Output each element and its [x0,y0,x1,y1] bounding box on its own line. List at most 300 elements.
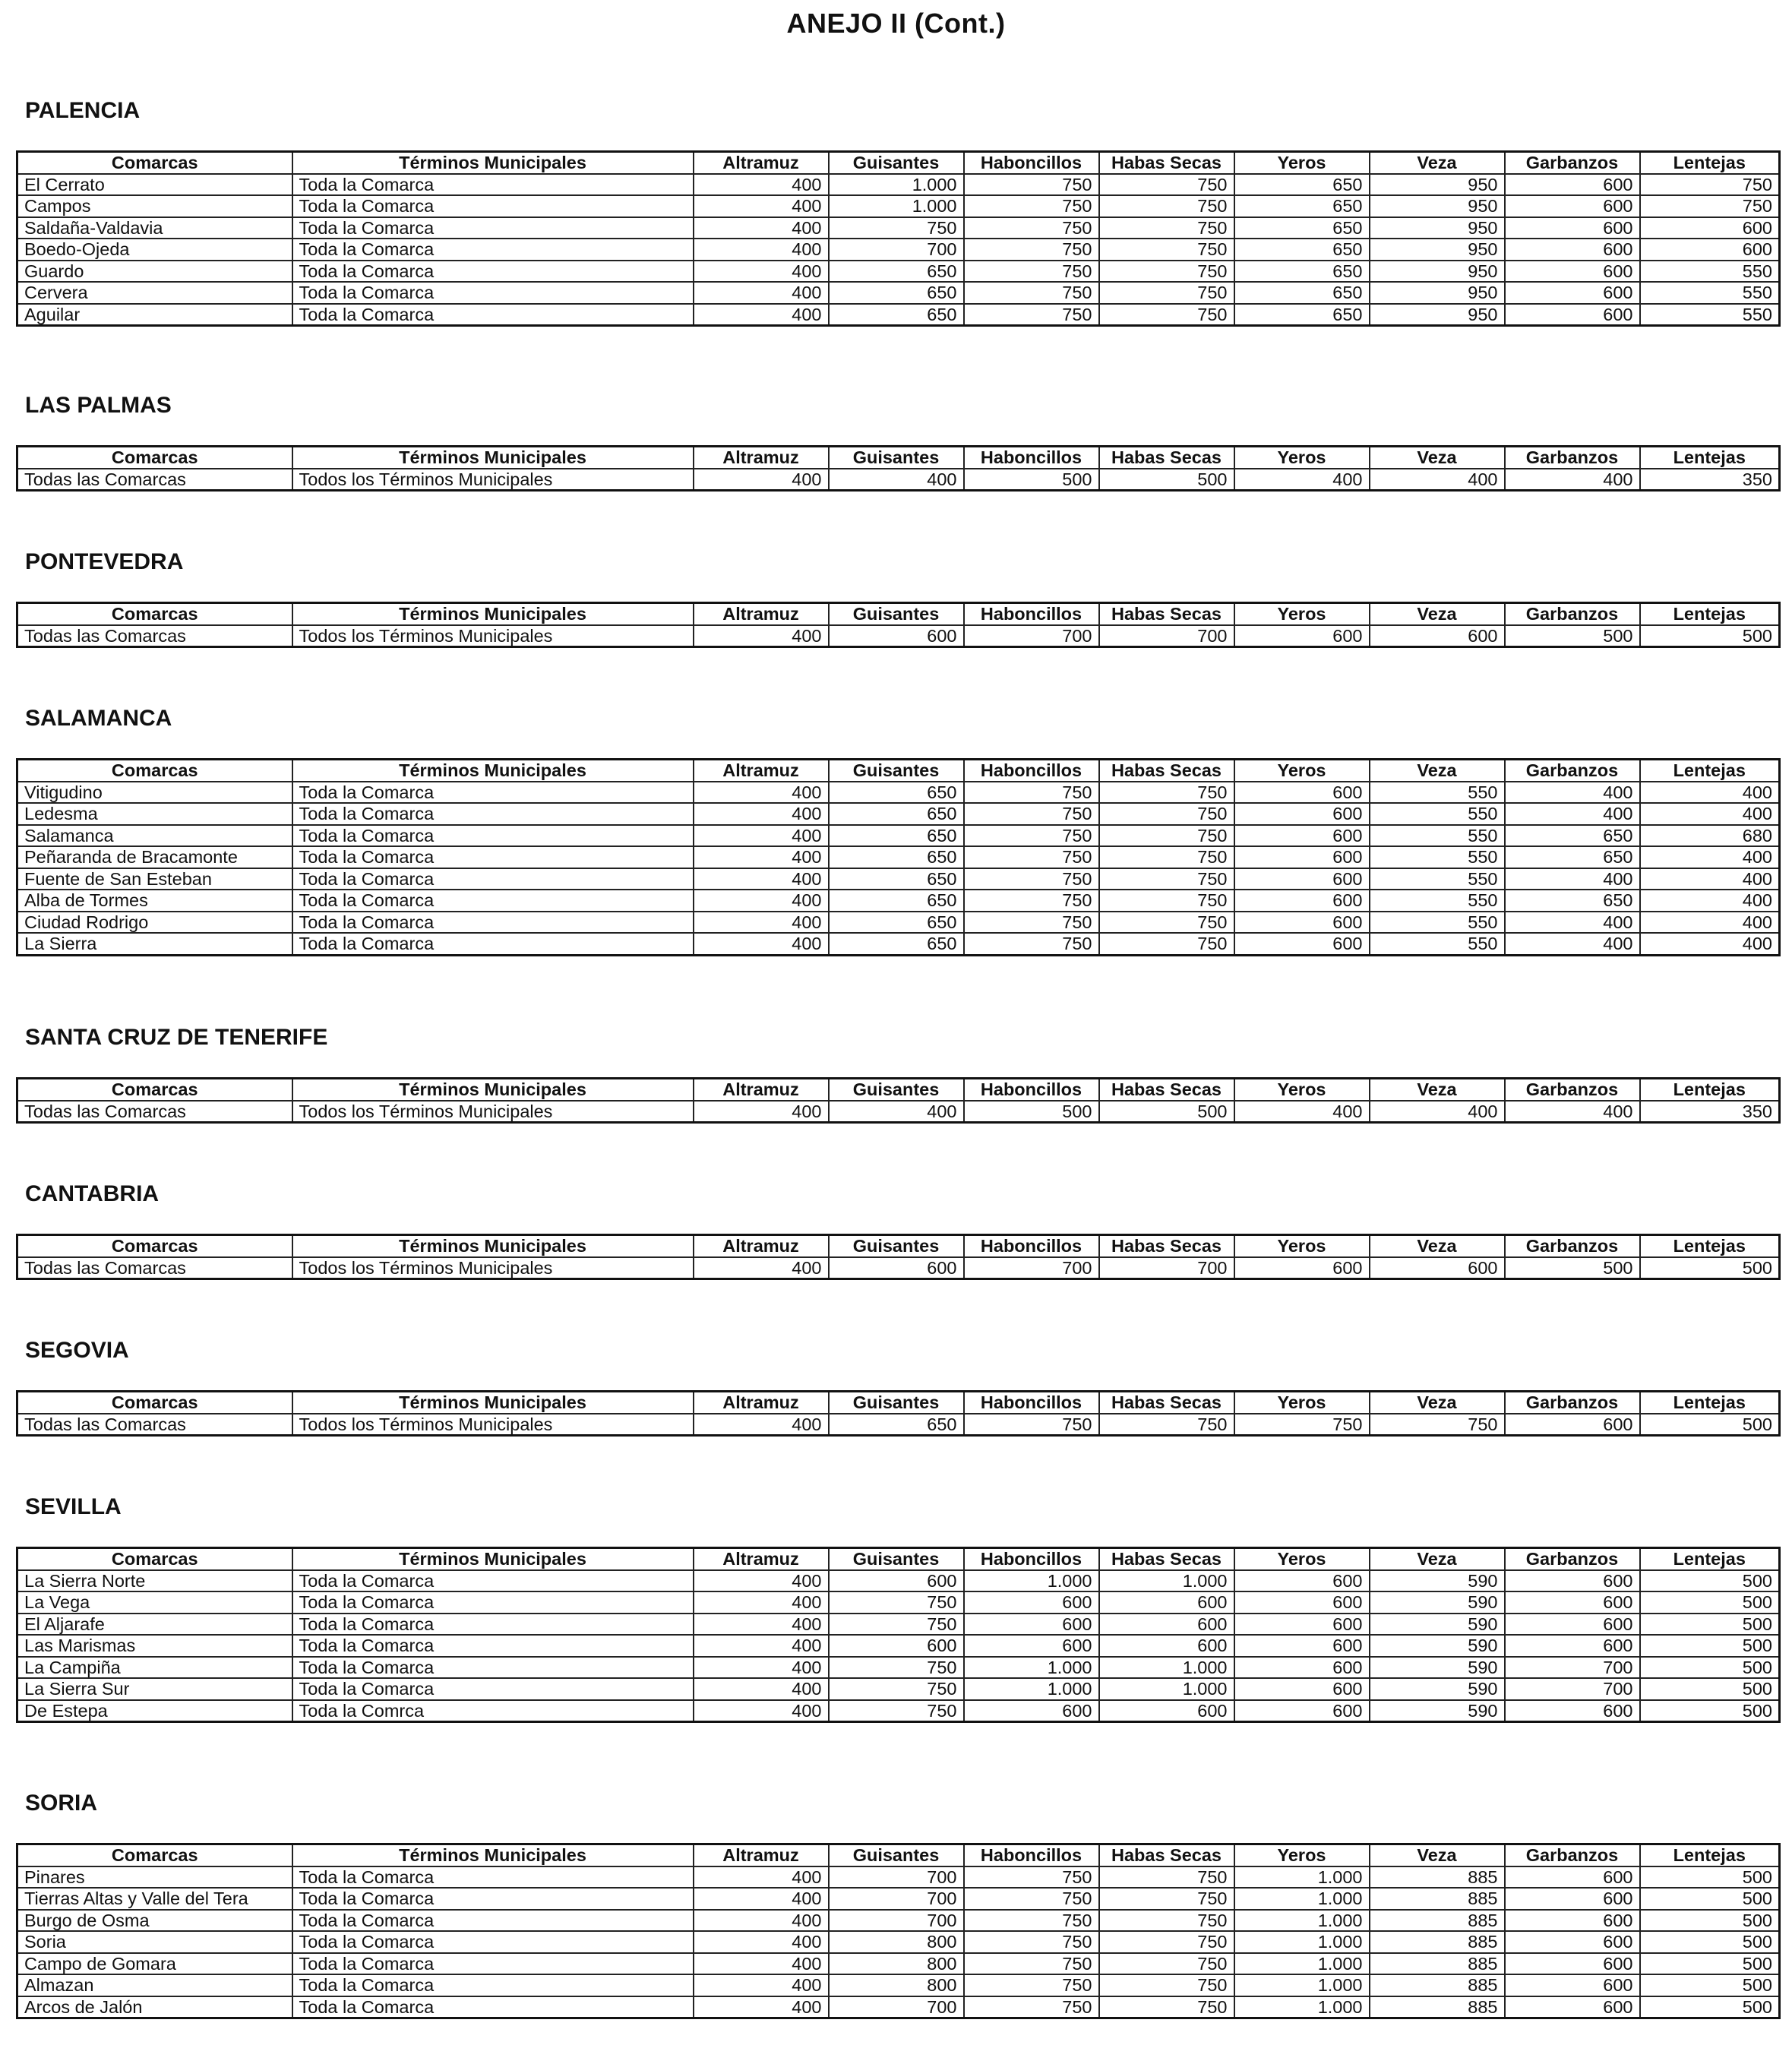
cell-guisantes: 750 [829,1678,964,1700]
cell-lentejas: 350 [1640,469,1780,491]
cell-yeros: 650 [1234,239,1370,261]
cell-guisantes: 800 [829,1931,964,1953]
cell-comarcas: Todas las Comarcas [17,625,292,647]
column-header-comarcas: Comarcas [17,1392,292,1414]
cell-garbanzos: 600 [1505,1570,1640,1592]
cell-habas-secas: 600 [1099,1614,1234,1636]
cell-lentejas: 500 [1640,1953,1780,1975]
cell-comarcas: Todas las Comarcas [17,1101,292,1123]
cell-haboncillos: 750 [964,933,1099,955]
column-header-garbanzos: Garbanzos [1505,1392,1640,1414]
data-table [16,758,1781,956]
column-header-t-rminos-municipales: Términos Municipales [292,603,694,625]
cell-guisantes: 650 [829,890,964,912]
cell-t-rminos-municipales: Toda la Comarca [292,217,694,239]
cell-veza: 885 [1370,1996,1505,2018]
cell-comarcas: Aguilar [17,304,292,326]
cell-yeros: 600 [1234,803,1370,825]
cell-t-rminos-municipales: Todos los Términos Municipales [292,469,694,491]
column-header-veza: Veza [1370,1392,1505,1414]
cell-haboncillos: 750 [964,825,1099,847]
table-row [17,195,1780,217]
data-table [16,1390,1781,1437]
cell-habas-secas: 750 [1099,304,1234,326]
cell-altramuz: 400 [694,1635,829,1657]
header-row [17,1235,1780,1257]
column-header-garbanzos: Garbanzos [1505,1844,1640,1866]
cell-comarcas: Todas las Comarcas [17,469,292,491]
cell-haboncillos: 750 [964,1866,1099,1889]
column-header-yeros: Yeros [1234,447,1370,469]
column-header-comarcas: Comarcas [17,152,292,174]
table-row [17,1931,1780,1953]
column-header-haboncillos: Haboncillos [964,760,1099,782]
cell-comarcas: Campo de Gomara [17,1953,292,1975]
cell-comarcas: Cervera [17,282,292,304]
cell-haboncillos: 750 [964,261,1099,283]
cell-comarcas: Las Marismas [17,1635,292,1657]
section-title: LAS PALMAS [25,393,172,418]
cell-yeros: 1.000 [1234,1974,1370,1996]
cell-yeros: 650 [1234,261,1370,283]
cell-yeros: 600 [1234,1700,1370,1722]
column-header-lentejas: Lentejas [1640,152,1780,174]
cell-garbanzos: 600 [1505,1591,1640,1614]
cell-guisantes: 750 [829,1657,964,1679]
cell-t-rminos-municipales: Toda la Comarca [292,782,694,804]
column-header-comarcas: Comarcas [17,1844,292,1866]
cell-altramuz: 400 [694,1257,829,1279]
column-header-comarcas: Comarcas [17,1235,292,1257]
column-header-yeros: Yeros [1234,1235,1370,1257]
cell-haboncillos: 750 [964,890,1099,912]
cell-habas-secas: 700 [1099,1257,1234,1279]
cell-t-rminos-municipales: Toda la Comarca [292,846,694,868]
cell-garbanzos: 600 [1505,1635,1640,1657]
cell-yeros: 600 [1234,1635,1370,1657]
cell-guisantes: 650 [829,261,964,283]
column-header-yeros: Yeros [1234,1548,1370,1570]
header-row [17,1548,1780,1570]
cell-veza: 950 [1370,217,1505,239]
header-row [17,760,1780,782]
table-row [17,1414,1780,1436]
cell-garbanzos: 600 [1505,195,1640,217]
cell-guisantes: 700 [829,1888,964,1910]
cell-yeros: 600 [1234,1614,1370,1636]
cell-lentejas: 500 [1640,1414,1780,1436]
cell-t-rminos-municipales: Todos los Términos Municipales [292,1257,694,1279]
cell-habas-secas: 750 [1099,239,1234,261]
cell-veza: 550 [1370,825,1505,847]
cell-garbanzos: 600 [1505,1414,1640,1436]
cell-t-rminos-municipales: Toda la Comarca [292,239,694,261]
cell-t-rminos-municipales: Toda la Comarca [292,1888,694,1910]
section-title: PALENCIA [25,98,141,123]
cell-comarcas: Almazan [17,1974,292,1996]
cell-guisantes: 650 [829,803,964,825]
cell-guisantes: 600 [829,1635,964,1657]
cell-t-rminos-municipales: Toda la Comarca [292,1910,694,1932]
column-header-comarcas: Comarcas [17,603,292,625]
cell-habas-secas: 750 [1099,1910,1234,1932]
cell-veza: 885 [1370,1974,1505,1996]
cell-garbanzos: 400 [1505,933,1640,955]
cell-t-rminos-municipales: Toda la Comarca [292,1931,694,1953]
cell-haboncillos: 750 [964,803,1099,825]
table-row [17,1910,1780,1932]
table-row [17,304,1780,326]
cell-haboncillos: 750 [964,1888,1099,1910]
cell-veza: 590 [1370,1657,1505,1679]
cell-habas-secas: 750 [1099,825,1234,847]
cell-lentejas: 400 [1640,933,1780,955]
column-header-t-rminos-municipales: Términos Municipales [292,760,694,782]
section-title: SEVILLA [25,1494,122,1519]
cell-lentejas: 500 [1640,625,1780,647]
cell-yeros: 600 [1234,1591,1370,1614]
cell-altramuz: 400 [694,625,829,647]
column-header-veza: Veza [1370,1844,1505,1866]
cell-yeros: 1.000 [1234,1931,1370,1953]
cell-garbanzos: 600 [1505,1614,1640,1636]
cell-habas-secas: 500 [1099,1101,1234,1123]
table-row [17,1257,1780,1279]
cell-altramuz: 400 [694,1931,829,1953]
cell-veza: 950 [1370,261,1505,283]
cell-lentejas: 400 [1640,912,1780,934]
cell-habas-secas: 750 [1099,1888,1234,1910]
cell-guisantes: 650 [829,282,964,304]
data-table [16,1234,1781,1280]
column-header-garbanzos: Garbanzos [1505,603,1640,625]
column-header-haboncillos: Haboncillos [964,1844,1099,1866]
cell-t-rminos-municipales: Toda la Comarca [292,803,694,825]
cell-garbanzos: 650 [1505,890,1640,912]
cell-t-rminos-municipales: Toda la Comarca [292,174,694,196]
cell-garbanzos: 600 [1505,217,1640,239]
cell-veza: 550 [1370,868,1505,890]
column-header-haboncillos: Haboncillos [964,1548,1099,1570]
column-header-lentejas: Lentejas [1640,1844,1780,1866]
cell-garbanzos: 600 [1505,1996,1640,2018]
cell-comarcas: La Sierra [17,933,292,955]
table-row [17,469,1780,491]
column-header-altramuz: Altramuz [694,447,829,469]
column-header-habas-secas: Habas Secas [1099,152,1234,174]
column-header-haboncillos: Haboncillos [964,152,1099,174]
cell-comarcas: Todas las Comarcas [17,1414,292,1436]
header-row [17,1844,1780,1866]
column-header-t-rminos-municipales: Términos Municipales [292,152,694,174]
cell-yeros: 600 [1234,1657,1370,1679]
column-header-guisantes: Guisantes [829,760,964,782]
cell-comarcas: Alba de Tormes [17,890,292,912]
column-header-haboncillos: Haboncillos [964,1392,1099,1414]
cell-haboncillos: 600 [964,1635,1099,1657]
data-table [16,445,1781,491]
cell-habas-secas: 600 [1099,1591,1234,1614]
cell-t-rminos-municipales: Toda la Comarca [292,890,694,912]
cell-comarcas: El Cerrato [17,174,292,196]
cell-garbanzos: 600 [1505,1974,1640,1996]
table-row [17,803,1780,825]
cell-comarcas: Campos [17,195,292,217]
column-header-t-rminos-municipales: Términos Municipales [292,447,694,469]
cell-garbanzos: 600 [1505,282,1640,304]
cell-t-rminos-municipales: Todos los Términos Municipales [292,625,694,647]
cell-lentejas: 500 [1640,1570,1780,1592]
cell-lentejas: 500 [1640,1910,1780,1932]
cell-veza: 590 [1370,1700,1505,1722]
cell-t-rminos-municipales: Todos los Términos Municipales [292,1414,694,1436]
column-header-guisantes: Guisantes [829,1392,964,1414]
cell-altramuz: 400 [694,1996,829,2018]
cell-yeros: 600 [1234,933,1370,955]
data-table [16,1843,1781,2019]
cell-habas-secas: 750 [1099,174,1234,196]
cell-guisantes: 650 [829,825,964,847]
column-header-veza: Veza [1370,1548,1505,1570]
cell-guisantes: 600 [829,1257,964,1279]
cell-veza: 400 [1370,469,1505,491]
cell-haboncillos: 750 [964,782,1099,804]
header-row [17,1392,1780,1414]
column-header-lentejas: Lentejas [1640,603,1780,625]
cell-altramuz: 400 [694,239,829,261]
cell-altramuz: 400 [694,825,829,847]
cell-comarcas: Pinares [17,1866,292,1889]
column-header-comarcas: Comarcas [17,1548,292,1570]
cell-yeros: 1.000 [1234,1910,1370,1932]
header-row [17,152,1780,174]
cell-veza: 590 [1370,1614,1505,1636]
cell-habas-secas: 1.000 [1099,1570,1234,1592]
data-table [16,150,1781,327]
cell-altramuz: 400 [694,1414,829,1436]
table-row [17,1657,1780,1679]
cell-comarcas: Boedo-Ojeda [17,239,292,261]
column-header-t-rminos-municipales: Términos Municipales [292,1079,694,1101]
cell-guisantes: 650 [829,846,964,868]
cell-lentejas: 400 [1640,890,1780,912]
column-header-haboncillos: Haboncillos [964,1079,1099,1101]
column-header-guisantes: Guisantes [829,1235,964,1257]
cell-haboncillos: 750 [964,868,1099,890]
cell-comarcas: El Aljarafe [17,1614,292,1636]
cell-altramuz: 400 [694,1570,829,1592]
cell-guisantes: 600 [829,625,964,647]
cell-altramuz: 400 [694,195,829,217]
cell-veza: 950 [1370,239,1505,261]
cell-veza: 885 [1370,1931,1505,1953]
cell-lentejas: 750 [1640,195,1780,217]
cell-garbanzos: 600 [1505,239,1640,261]
cell-lentejas: 500 [1640,1974,1780,1996]
header-row [17,1079,1780,1101]
cell-lentejas: 750 [1640,174,1780,196]
cell-guisantes: 600 [829,1570,964,1592]
cell-lentejas: 400 [1640,846,1780,868]
cell-haboncillos: 750 [964,217,1099,239]
cell-guisantes: 650 [829,304,964,326]
cell-veza: 550 [1370,912,1505,934]
cell-habas-secas: 750 [1099,282,1234,304]
cell-veza: 950 [1370,282,1505,304]
column-header-lentejas: Lentejas [1640,760,1780,782]
cell-t-rminos-municipales: Toda la Comarca [292,1614,694,1636]
cell-haboncillos: 750 [964,912,1099,934]
cell-veza: 885 [1370,1910,1505,1932]
cell-yeros: 400 [1234,469,1370,491]
column-header-haboncillos: Haboncillos [964,447,1099,469]
cell-guisantes: 750 [829,1591,964,1614]
cell-yeros: 650 [1234,304,1370,326]
cell-altramuz: 400 [694,469,829,491]
column-header-habas-secas: Habas Secas [1099,447,1234,469]
cell-t-rminos-municipales: Toda la Comarca [292,1678,694,1700]
cell-comarcas: Ledesma [17,803,292,825]
cell-haboncillos: 750 [964,1974,1099,1996]
cell-garbanzos: 600 [1505,1700,1640,1722]
cell-t-rminos-municipales: Toda la Comarca [292,261,694,283]
column-header-habas-secas: Habas Secas [1099,1548,1234,1570]
cell-lentejas: 500 [1640,1931,1780,1953]
column-header-haboncillos: Haboncillos [964,603,1099,625]
cell-yeros: 600 [1234,625,1370,647]
cell-lentejas: 680 [1640,825,1780,847]
cell-haboncillos: 1.000 [964,1570,1099,1592]
column-header-yeros: Yeros [1234,1392,1370,1414]
cell-habas-secas: 750 [1099,1414,1234,1436]
cell-altramuz: 400 [694,1888,829,1910]
cell-habas-secas: 750 [1099,912,1234,934]
cell-yeros: 400 [1234,1101,1370,1123]
cell-habas-secas: 750 [1099,1953,1234,1975]
cell-veza: 950 [1370,174,1505,196]
cell-altramuz: 400 [694,868,829,890]
cell-altramuz: 400 [694,1591,829,1614]
cell-yeros: 600 [1234,912,1370,934]
cell-yeros: 750 [1234,1414,1370,1436]
cell-comarcas: Salamanca [17,825,292,847]
table-row [17,239,1780,261]
cell-lentejas: 550 [1640,304,1780,326]
column-header-veza: Veza [1370,1079,1505,1101]
cell-lentejas: 500 [1640,1591,1780,1614]
cell-altramuz: 400 [694,1866,829,1889]
cell-garbanzos: 400 [1505,803,1640,825]
cell-comarcas: Fuente de San Esteban [17,868,292,890]
cell-altramuz: 400 [694,217,829,239]
cell-yeros: 650 [1234,174,1370,196]
cell-haboncillos: 700 [964,1257,1099,1279]
cell-guisantes: 650 [829,1414,964,1436]
cell-haboncillos: 750 [964,846,1099,868]
column-header-yeros: Yeros [1234,760,1370,782]
cell-veza: 885 [1370,1888,1505,1910]
cell-t-rminos-municipales: Toda la Comarca [292,825,694,847]
cell-lentejas: 500 [1640,1888,1780,1910]
cell-yeros: 600 [1234,1678,1370,1700]
column-header-lentejas: Lentejas [1640,1079,1780,1101]
cell-habas-secas: 1.000 [1099,1657,1234,1679]
cell-garbanzos: 400 [1505,912,1640,934]
cell-comarcas: La Sierra Norte [17,1570,292,1592]
cell-comarcas: Arcos de Jalón [17,1996,292,2018]
table-row [17,912,1780,934]
cell-altramuz: 400 [694,1657,829,1679]
cell-haboncillos: 750 [964,1931,1099,1953]
column-header-garbanzos: Garbanzos [1505,760,1640,782]
cell-haboncillos: 750 [964,282,1099,304]
cell-comarcas: Todas las Comarcas [17,1257,292,1279]
cell-veza: 885 [1370,1866,1505,1889]
column-header-yeros: Yeros [1234,152,1370,174]
data-table [16,1547,1781,1723]
table-row [17,1570,1780,1592]
cell-lentejas: 600 [1640,217,1780,239]
column-header-altramuz: Altramuz [694,1079,829,1101]
cell-yeros: 1.000 [1234,1953,1370,1975]
cell-lentejas: 500 [1640,1996,1780,2018]
cell-altramuz: 400 [694,1614,829,1636]
data-table [16,602,1781,648]
cell-habas-secas: 750 [1099,1974,1234,1996]
column-header-yeros: Yeros [1234,1079,1370,1101]
cell-lentejas: 550 [1640,261,1780,283]
cell-veza: 550 [1370,846,1505,868]
section-title: CANTABRIA [25,1181,160,1206]
cell-yeros: 1.000 [1234,1866,1370,1889]
cell-altramuz: 400 [694,1678,829,1700]
table-row [17,868,1780,890]
cell-lentejas: 550 [1640,282,1780,304]
cell-veza: 550 [1370,782,1505,804]
cell-garbanzos: 400 [1505,868,1640,890]
cell-veza: 600 [1370,625,1505,647]
cell-yeros: 1.000 [1234,1996,1370,2018]
table-row [17,625,1780,647]
column-header-habas-secas: Habas Secas [1099,760,1234,782]
cell-garbanzos: 600 [1505,174,1640,196]
column-header-veza: Veza [1370,603,1505,625]
cell-garbanzos: 400 [1505,1101,1640,1123]
cell-guisantes: 700 [829,1866,964,1889]
cell-altramuz: 400 [694,782,829,804]
cell-veza: 600 [1370,1257,1505,1279]
cell-t-rminos-municipales: Toda la Comarca [292,1953,694,1975]
cell-guisantes: 750 [829,1614,964,1636]
section-title: PONTEVEDRA [25,549,184,574]
cell-yeros: 600 [1234,846,1370,868]
table-row [17,1101,1780,1123]
cell-veza: 590 [1370,1591,1505,1614]
cell-comarcas: La Vega [17,1591,292,1614]
column-header-guisantes: Guisantes [829,603,964,625]
cell-altramuz: 400 [694,933,829,955]
cell-t-rminos-municipales: Toda la Comarca [292,304,694,326]
section-title: SANTA CRUZ DE TENERIFE [25,1025,328,1050]
cell-guisantes: 650 [829,868,964,890]
table-row [17,782,1780,804]
section-title: SALAMANCA [25,706,172,731]
cell-haboncillos: 1.000 [964,1678,1099,1700]
data-table [16,1077,1781,1124]
cell-lentejas: 500 [1640,1657,1780,1679]
column-header-comarcas: Comarcas [17,760,292,782]
cell-veza: 550 [1370,933,1505,955]
